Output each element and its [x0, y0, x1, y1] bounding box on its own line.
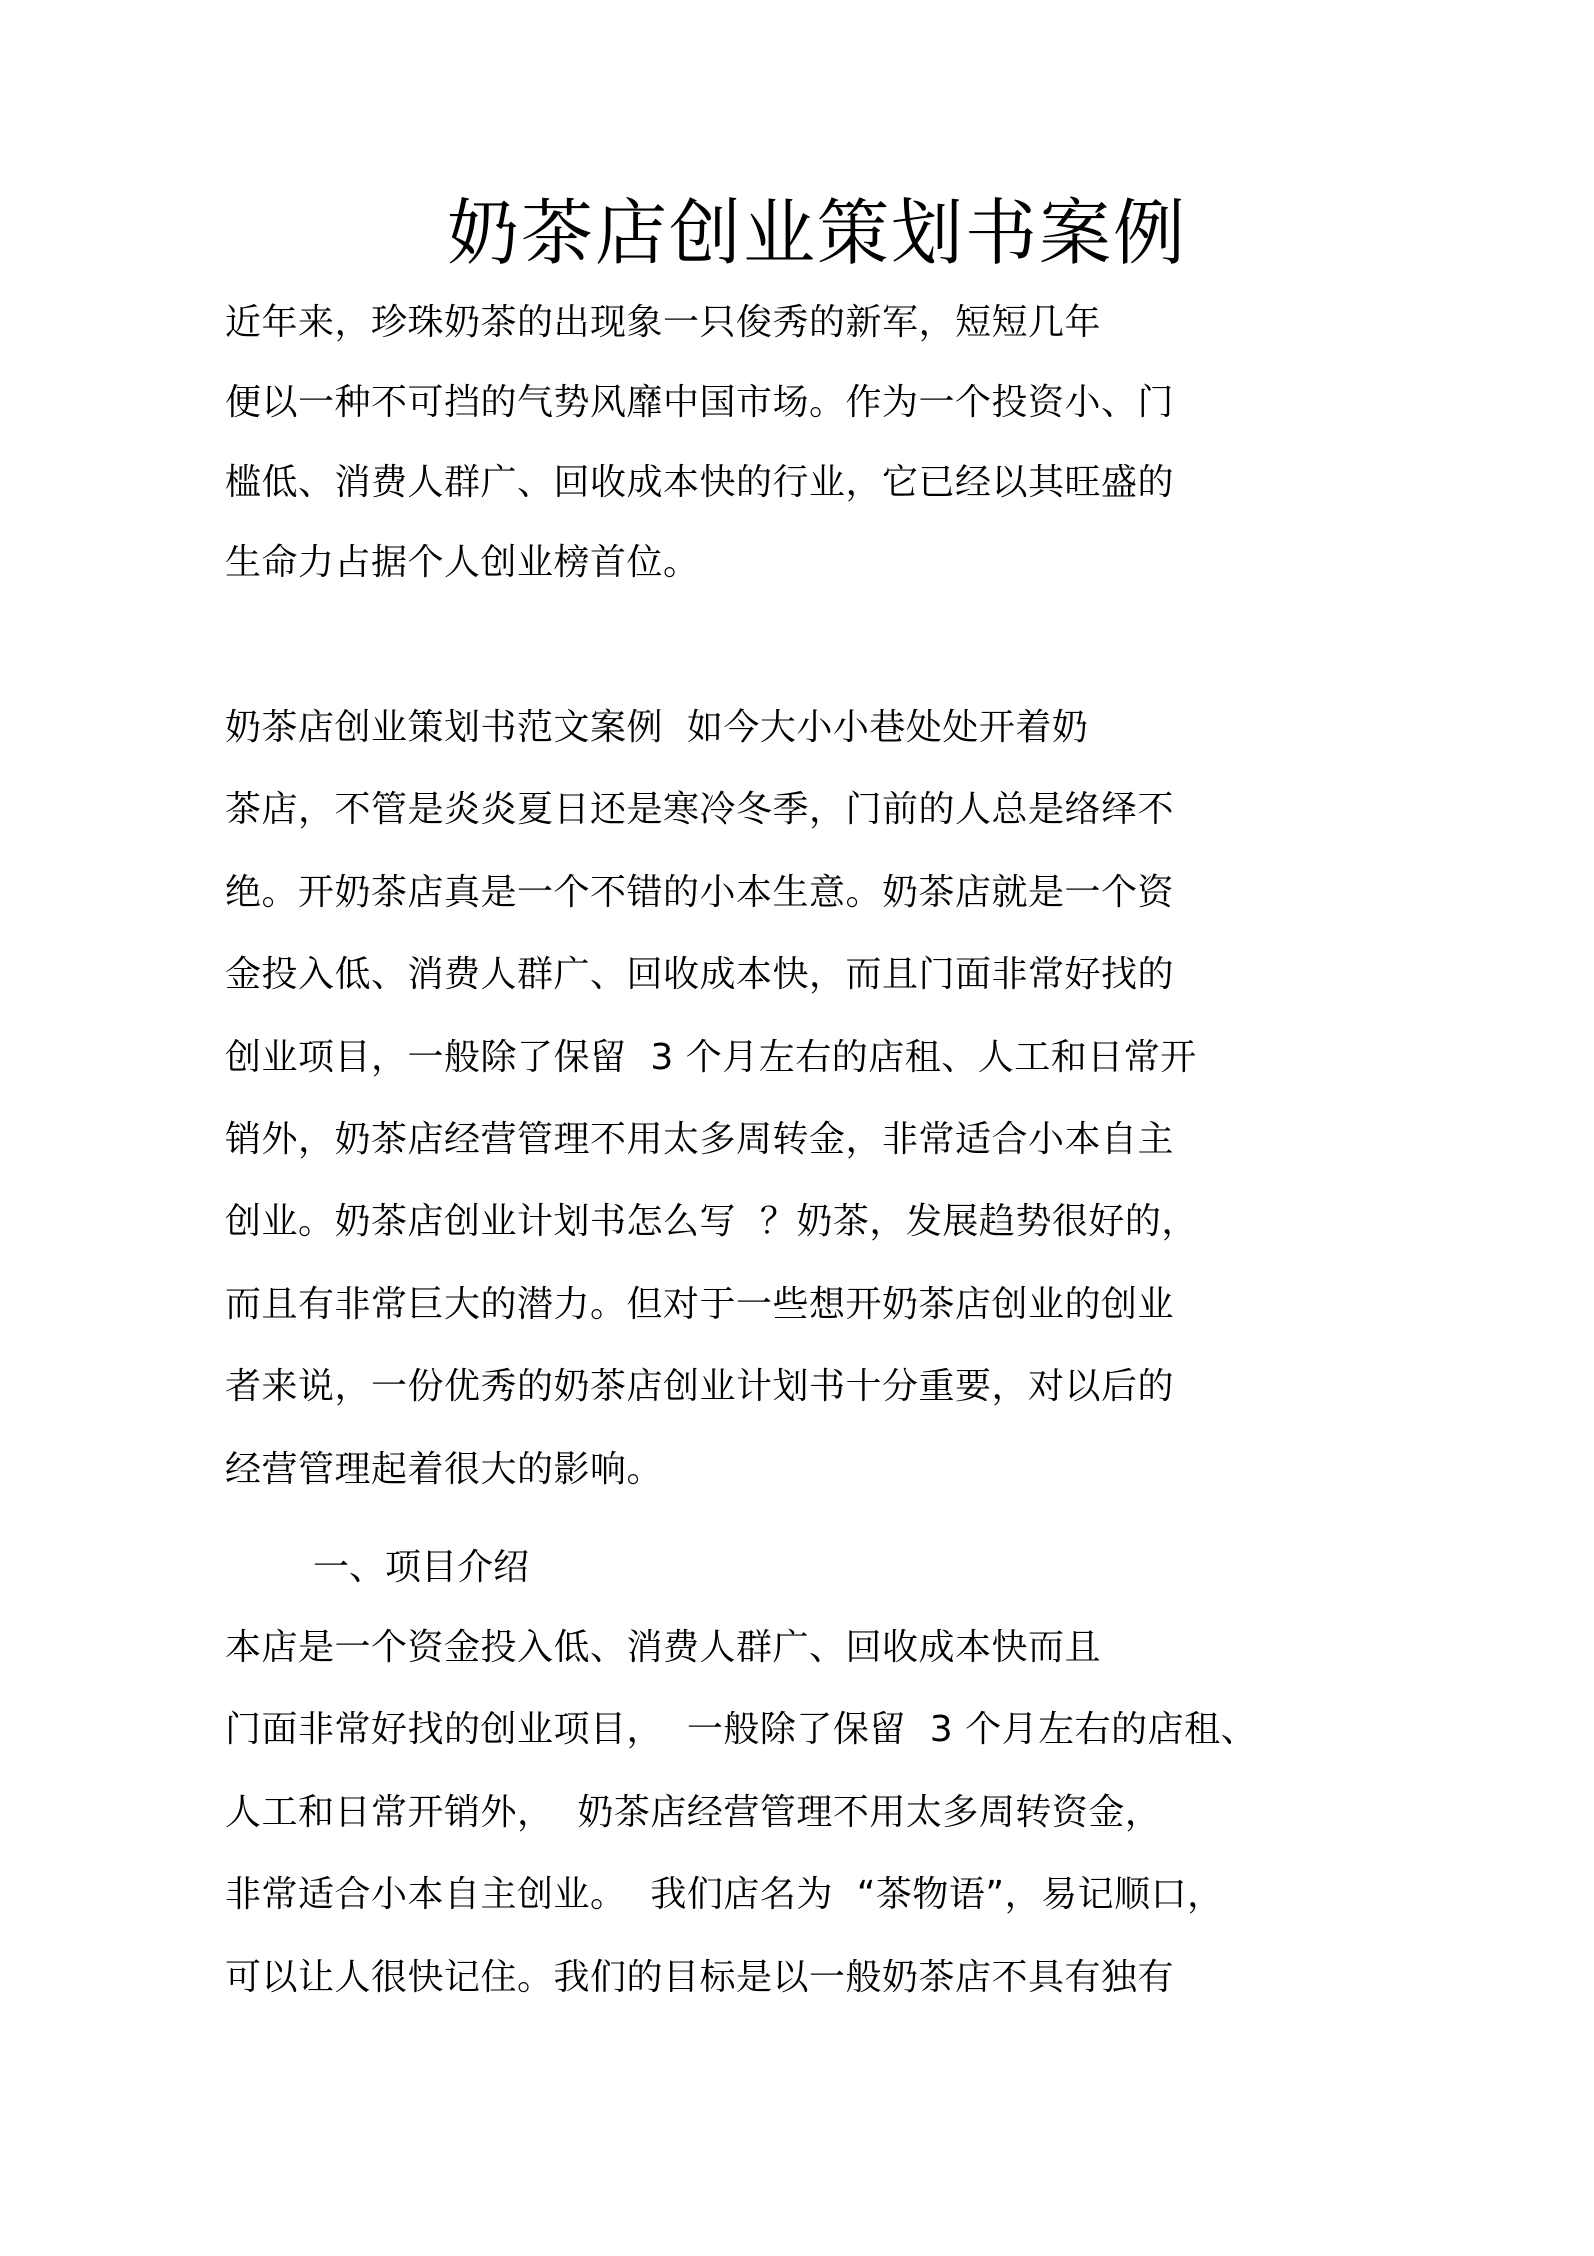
paragraph2-line-6: 销外，奶茶店经营管理不用太多周转金，非常适合小本自主	[225, 1119, 1175, 1160]
paragraph2-line-5: 创业项目，一般除了保留 3 个月左右的店租、人工和日常开	[225, 1037, 1197, 1078]
section1-line-1: 本店是一个资金投入低、消费人群广、回收成本快而且	[225, 1627, 1102, 1668]
paragraph2-line-2: 茶店，不管是炎炎夏日还是寒冷冬季，门前的人总是络绎不	[225, 789, 1175, 830]
paragraph2-line-4: 金投入低、消费人群广、回收成本快，而且门面非常好找的	[225, 954, 1175, 995]
document-title: 奶茶店创业策划书案例	[446, 191, 1187, 275]
section1-line-2: 门面非常好找的创业项目， 一般除了保留 3 个月左右的店租、	[225, 1709, 1258, 1750]
intro-line-4: 生命力占据个人创业榜首位。	[225, 542, 700, 583]
paragraph2-line-3: 绝。开奶茶店真是一个不错的小本生意。奶茶店就是一个资	[225, 872, 1175, 913]
intro-line-2: 便以一种不可挡的气势风靡中国市场。作为一个投资小、门	[225, 382, 1175, 423]
section1-line-3: 人工和日常开销外， 奶茶店经营管理不用太多周转资金，	[225, 1792, 1162, 1833]
paragraph2-line-1: 奶茶店创业策划书范文案例 如今大小小巷处处开着奶	[225, 707, 1089, 748]
section-heading-project-intro: 一、项目介绍	[313, 1547, 530, 1588]
intro-line-1: 近年来，珍珠奶茶的出现象一只俊秀的新军，短短几年	[225, 302, 1102, 343]
section1-line-4: 非常适合小本自主创业。 我们店名为 “茶物语”，易记顺口，	[225, 1874, 1224, 1915]
paragraph2-line-8: 而且有非常巨大的潜力。但对于一些想开奶茶店创业的创业	[225, 1284, 1175, 1325]
paragraph2-line-9: 者来说，一份优秀的奶茶店创业计划书十分重要，对以后的	[225, 1366, 1175, 1407]
intro-line-3: 槛低、消费人群广、回收成本快的行业，它已经以其旺盛的	[225, 462, 1175, 503]
paragraph2-line-10: 经营管理起着很大的影响。	[225, 1449, 664, 1490]
section1-line-5: 可以让人很快记住。我们的目标是以一般奶茶店不具有独有	[225, 1957, 1175, 1998]
paragraph2-line-7: 创业。奶茶店创业计划书怎么写 ？奶茶，发展趋势很好的，	[225, 1201, 1198, 1242]
